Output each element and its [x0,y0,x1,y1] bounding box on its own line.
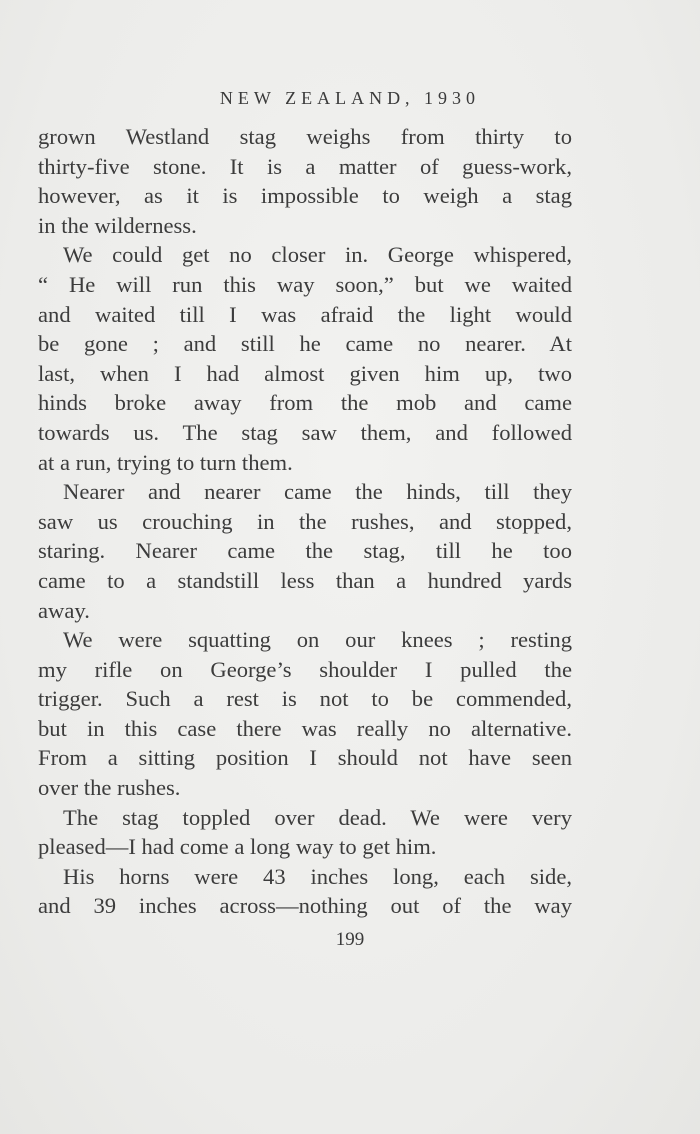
text-line: at a run, trying to turn them. [38,449,293,475]
text-line: and 39 inches across—nothing out of the way [38,893,572,919]
text-line: towards us. The stag saw them, and followed [38,419,572,445]
text-line: hinds broke away from the mob and came [38,390,572,416]
paragraph [38,240,572,477]
page-number: 199 [335,929,365,950]
text-line: be gone ; and still he came no nearer. At [38,331,572,357]
text-line: The stag toppled over dead. We were very [63,804,572,830]
text-line: pleased—I had come a long way to get him. [38,834,437,860]
text-line: grown Westland stag weighs from thirty to [38,124,572,149]
text-line: my rifle on George’s shoulder I pulled the [38,656,572,682]
text-line: but in this case there was really no alternative. [38,715,572,741]
paragraph [38,862,572,921]
text-line: away. [38,597,90,623]
text-line: We could get no closer in. George whispered, [63,242,572,268]
text-line: trigger. Such a rest is not to be commended, [38,686,572,712]
text-line: in the wilderness. [38,212,197,238]
text-line: thirty-five stone. It is a matter of guess-work, [38,153,572,179]
text-line: came to a standstill less than a hundred yards [38,567,572,593]
text-line: His horns were 43 inches long, each side, [63,863,572,889]
text-line: and waited till I was afraid the light would [38,301,572,327]
text-line: however, as it is impossible to weigh a stag [38,183,572,209]
text-line: Nearer and nearer came the hinds, till they [63,479,572,505]
paragraph [38,803,572,862]
text-line: saw us crouching in the rushes, and stopped, [38,508,572,534]
text-line: “ He will run this way soon,” but we waited [38,271,572,297]
text-line: over the rushes. [38,775,181,801]
paragraph [38,122,572,240]
text-line: staring. Nearer came the stag, till he too [38,538,572,564]
running-head: NEW ZEALAND, 1930 [219,88,481,108]
text-line: last, when I had almost given him up, two [38,360,572,386]
text-line: We were squatting on our knees ; resting [63,627,572,653]
text-line: From a sitting position I should not have seen [38,745,572,771]
paragraph [38,625,572,803]
body-text [38,122,572,921]
paragraph [38,477,572,625]
